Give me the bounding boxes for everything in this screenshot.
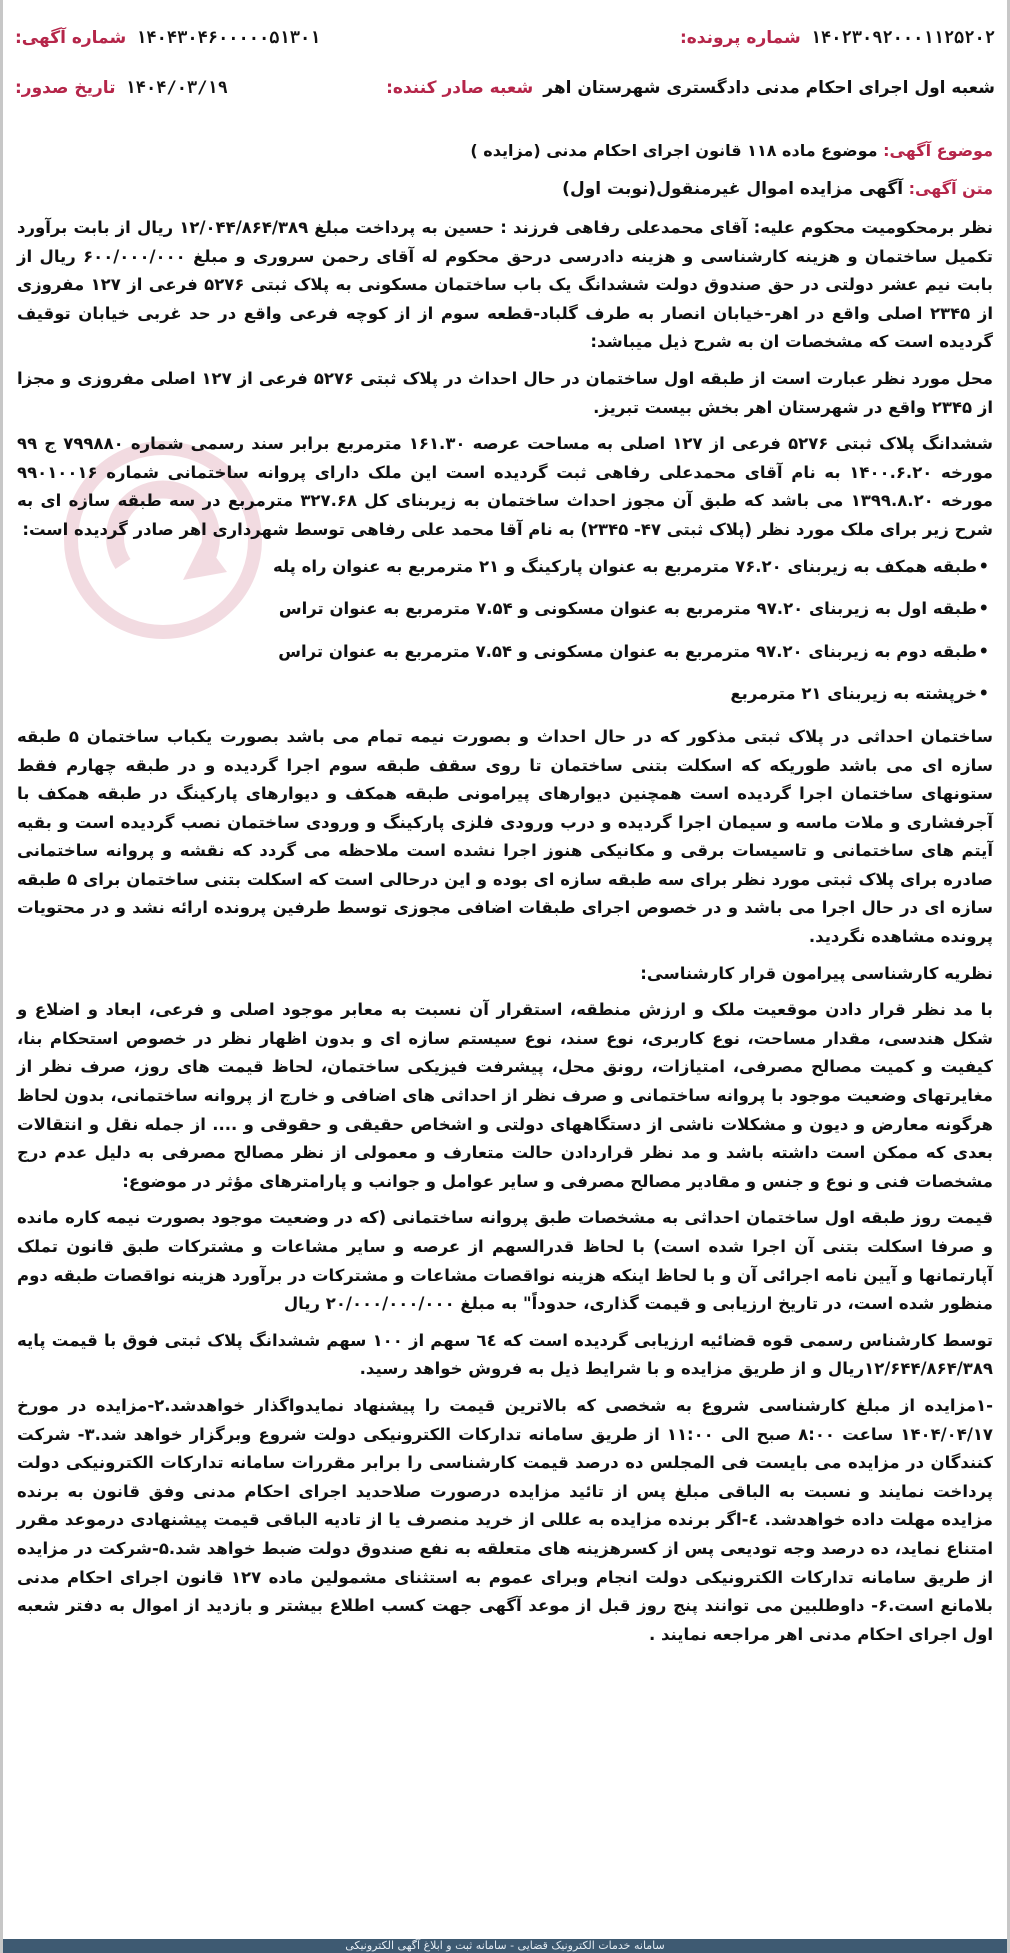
footer-text: سامانه خدمات الکترونیک قضایی - سامانه ثبت و ابلاغ آگهی الکترونیکی [345, 1939, 665, 1952]
text-title: آگهی مزایده اموال غیرمنقول(نوبت اول) [562, 179, 904, 199]
case-number-value: ۱۴۰۲۳۰۹۲۰۰۰۱۱۲۵۲۰۲ [810, 28, 995, 48]
issuer-label: شعبه صادر کننده: [386, 78, 534, 98]
text-title-line [17, 172, 993, 206]
header-row-1 [15, 28, 995, 48]
floor-bullet-3: •طبقه دوم به زیربنای ۹۷.۲۰ مترمربع به عنوان مسکونی و ۷.۵۴ مترمربع به عنوان تراس [278, 641, 989, 661]
body-paragraph-2: محل مورد نظر عبارت است از طبقه اول ساختمان در حال احداث در پلاک ثبتی ۵۲۷۶ فرعی از ۱۲۷ اصلی مفروزی و مجزا از ۲۳۴۵ واقع در شهرستان اهر بخش بیست تبریز. [17, 368, 993, 417]
case-number-label: شماره پرونده: [679, 28, 801, 48]
floor-bullet-2: •طبقه اول به زیربنای ۹۷.۲۰ مترمربع به عنوان مسکونی و ۷.۵۴ مترمربع به عنوان تراس [278, 599, 989, 619]
ad-body [17, 214, 993, 1657]
subject-line [17, 134, 993, 168]
body-paragraph-7: قیمت روز طبقه اول ساختمان احداثی به مشخصات طبق پروانه ساختمانی (که در وضعیت موجود بصورت نیمه کاره مانده و صرفا اسکلت بتنی آن اجرا شده است) با لحاظ قدرالسهم از عرصه و سایر مشاعات و مشترکات طبق قانون تملک آپارتمانها و آیین نامه اجرائی آن و با لحاظ اینکه هزینه نواقصات مشاعات و مشترکات در برآورد هزینه نواقصات طبقه دوم منظور شده است، در تاریخ ارزیابی و قیمت گذاری، حدوداً" به مبلغ ۲۰/۰۰۰/۰۰۰/۰۰۰ ریال [17, 1208, 993, 1314]
ad-number [15, 28, 320, 48]
floor-bullet-1: •طبقه همکف به زیربنای ۷۶.۲۰ مترمربع به عنوان پارکینگ و ۲۱ مترمربع به عنوان راه پله [272, 556, 989, 576]
body-paragraph-9: -۱مزایده از مبلغ کارشناسی شروع به شخصی که بالاترین قیمت را پیشنهاد نمایدواگذار خواهدشد.۲-مزایده در مورخ ۱۴۰۴/۰۴/۱۷ ساعت ۸:۰۰ صبح الی ۱۱:۰۰ از طریق سامانه تدارکات الکترونیکی دولت شروع وبرگزار خواهد شد.۳- شرکت کنندگان در مزایده می بایست فی المجلس ده درصد قیمت کارشناسی را برابر مقررات سامانه تدارکات الکترونیکی دولت پرداخت نمایند و نسبت به الباقی مبلغ پس از تائید مزایده درصورت صلاحدید اجرای احکام مدنی وفق قانون به برنده مزایده مهلت داده خواهدشد. ٤-اگر برنده مزایده به عللی از خرید منصرف یا از تادیه الباقی قیمت پیشنهادی درموعد مقرر امتناع نماید، ده درصد وجه تودیعی پس از کسرهزینه های متعلقه به نفع صندوق دولت ضبط خواهد شد.۵-شرکت در مزایده از طریق سامانه تدارکات الکترونیکی دولت انجام وبرای عموم به استثنای مشمولین ماده ۱۲۷ قانون اجرای احکام مدنی بلامانع است.۶- داوطلبین می توانند پنج روز قبل از موعد آگهی جهت کسب اطلاع بیشتر و بازدید از اموال به دفتر شعبه اول اجرای احکام مدنی اهر مراجعه نمایند . [17, 1395, 994, 1644]
ad-number-value: ۱۴۰۴۳۰۴۶۰۰۰۰۰۵۱۳۰۱ [136, 28, 321, 48]
header-row-2 [15, 78, 995, 98]
issuer [386, 78, 995, 98]
floor-bullet-4: •خرپشته به زیربنای ۲۱ مترمربع [730, 684, 989, 704]
issue-date [15, 78, 228, 98]
issue-date-value: ۱۴۰۴/۰۳/۱۹ [125, 78, 228, 98]
body-paragraph-5: نظریه کارشناسی پیرامون قرار کارشناسی: [640, 963, 993, 983]
footer-bar [3, 1939, 1007, 1953]
issue-date-label: تاریخ صدور: [15, 78, 116, 98]
body-paragraph-1: نظر برمحکومیت محکوم علیه: آقای محمدعلی رفاهی فرزند : حسین به پرداخت مبلغ ۱۲/۰۴۴/۸۶۴/۳۸۹ ریال از بابت برآورد تکمیل ساختمان و هزینه کارشناسی و هزینه دادرسی درحق محکوم له آقای رحمن سروری و مبلغ ۶۰۰/۰۰۰/۰۰۰ ریال از بابت نیم عشر دولتی در حق صندوق دولت ششدانگ یک باب ساختمان مسکونی به پلاک ثبتی ۵۲۷۶ فرعی از ۱۲۷ مفروزی از ۲۳۴۵ اصلی واقع در اهر-خیابان انصار به طرف گلباد-قطعه سوم از از کوچه فرعی واقع در حد غربی خیابان توقیف گردیده است که مشخصات ان به شرح ذیل میباشد: [17, 218, 993, 352]
body-paragraph-8: توسط کارشناس رسمی قوه قضائیه ارزیابی گردیده است که ٦٤ سهم از ۱۰۰ سهم ششدانگ پلاک ثبتی فوق با قیمت پایه ۱۲/۶۴۴/۸۶۴/۳۸۹ریال و از طریق مزایده و با شرایط ذیل به فروش خواهد رسید. [17, 1330, 993, 1379]
subject-label: موضوع آگهی: [883, 141, 993, 160]
issuer-value: شعبه اول اجرای احکام مدنی دادگستری شهرستان اهر [543, 78, 995, 98]
subject-value: موضوع ماده ۱۱۸ قانون اجرای احکام مدنی (مزایده ) [470, 141, 878, 160]
body-paragraph-3: ششدانگ پلاک ثبتی ۵۲۷۶ فرعی از ۱۲۷ اصلی به مساحت عرصه ۱۶۱.۳۰ مترمربع برابر سند رسمی شماره ۷۹۹۸۸۰ ج ۹۹ مورخه ۱۴۰۰.۶.۲۰ به نام آقای محمدعلی رفاهی ثبت گردیده است این ملک دارای پروانه ساختمانی شماره ۹۹۰۱۰۰۱۶ مورخه ۱۳۹۹.۸.۲۰ می باشد که طبق آن مجوز احداث ساختمان به زیربنای کل ۳۲۷.۶۸ مترمربع در سه طبقه سازه ای به شرح زیر برای ملک مورد نظر (پلاک ثبتی ۴۷- ۲۳۴۵) به نام آقا محمد علی رفاهی توسط شهرداری اهر صادر گردیده است: [17, 434, 994, 539]
body-paragraph-6: با مد نظر قرار دادن موقعیت ملک و ارزش منطقه، استقرار آن نسبت به معابر موجود اصلی و فرعی، ابعاد و اضلاع و شکل هندسی، مقدار مساحت، نوع کاربری، نوع سند، نوع سیستم سازه ای و بدون اظهار نظر در خصوص استحکام بنا، کیفیت و کمیت مصالح مصرفی، امتیازات، رونق محل، پیشرفت فیزیکی ساختمان، لحاظ قیمت های روز، صرف نظر از مغایرتهای وضعیت موجود با پروانه ساختمانی و صرف نظر از احداثی های اضافی و خارج از پروانه ساختمانی، بدون لحاظ هرگونه معارض و دیون و مشکلات ناشی از دستگاههای دولتی و اشخاص حقیقی و حقوقی و .... از جمله نقل و انتقالات بعدی که ممکن است داشته باشد و مد نظر قراردادن حالت متعارف و معمولی از نظر مصالح مصرفی به دلیل عدم درج مشخصات فنی و نوع و جنس و مقادیر مصالح مصرفی و سایر عوامل و جوانب و پارامترهای مؤثر در موضوع: [17, 1000, 993, 1191]
body-paragraph-4: ساختمان احداثی در پلاک ثبتی مذکور که در حال احداث و بصورت نیمه تمام می باشد بصورت یکباب ساختمان ۵ طبقه سازه ای می باشد طوریکه که اسکلت بتنی ساختمان تا روی سقف طبقه سوم اجرا گردیده و در طبقه چهارم فقط ستونهای ساختمان اجرا گردیده است همچنین دیوارهای پیرامونی طبقه همکف و دیوارهای پارکینگ در طبقه همکف با آجرفشاری و ملات ماسه و سیمان اجرا گردیده و درب ورودی فلزی پارکینگ و ورودی ساختمان نصب گردیده است و بقیه آیتم های ساختمانی و تاسیسات برقی و مکانیکی هنوز اجرا نشده است ملاحظه می گردد که نقشه و پروانه ساختمانی صادره برای پلاک ثبتی مورد نظر برای سه طبقه سازه ای بوده و این درحالی است که اسکلت بتنی ساختمان برای ۵ طبقه سازه ای در حال اجرا می باشد و در خصوص اجرای طبقات اضافی مجوزی توسط طرفین پرونده ارائه نشد و در محتویات پرونده مشاهده نگردید. [17, 726, 993, 947]
ad-number-label: شماره آگهی: [15, 28, 127, 48]
text-label: متن آگهی: [908, 179, 993, 198]
case-number [680, 28, 995, 48]
